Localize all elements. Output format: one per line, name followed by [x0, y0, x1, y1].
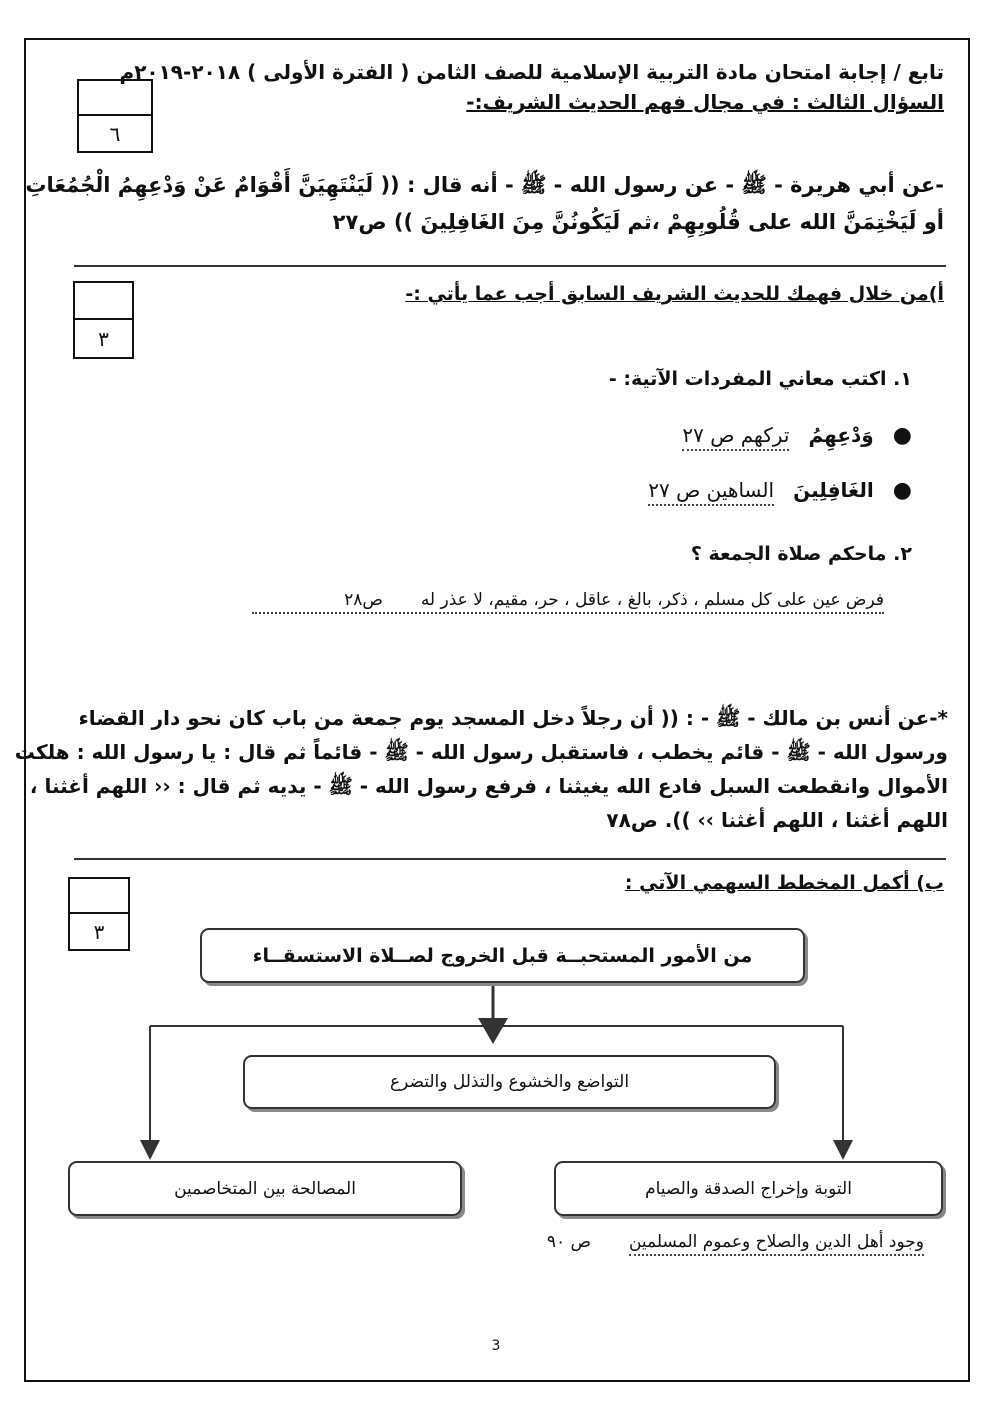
vocab-word: الغَافِلِينَ	[793, 478, 874, 502]
question-2: ٢. ماحكم صلاة الجمعة ؟	[690, 543, 912, 565]
arrow-head-main	[478, 1018, 508, 1044]
vocab-meaning: تركهم ص ٢٧	[682, 423, 789, 451]
extra-answer	[547, 1232, 924, 1252]
hadith-1-line-2: أو لَيَخْتِمَنَّ الله على قُلُوبِهِمْ ،ثم لَيَكُونُنَّ مِنَ الغَافِلِينَ )) ص٢٧	[332, 210, 944, 234]
score-value: ٣	[93, 919, 105, 944]
main-box-text: من الأمور المستحبــة قبل الخروج لصــلاة الاستسقــاء	[252, 944, 753, 967]
hadith-2-line-2: ورسول الله - ﷺ - قائم يخطب ، فاستقبل رسول الله - ﷺ - قائماً ثم قال : يا رسول الله : هلكت	[14, 740, 948, 764]
part-b-title: ب) أكمل المخطط السهمي الآتي :	[624, 872, 944, 894]
extra-answer-page: ص ٩٠	[546, 1232, 592, 1252]
vocab-word: وَدْعِهِمُ	[808, 423, 874, 447]
question-1: ١. اكتب معاني المفردات الآتية: -	[608, 368, 912, 390]
hadith-2-line-4: اللهم أغثنا ، اللهم أغثنا ›› )). ص٧٨	[606, 808, 948, 832]
answer-2-page: ص٢٨	[344, 590, 383, 610]
flowchart-middle-box	[243, 1055, 776, 1109]
answer-2-text: فرض عين على كل مسلم ، ذكر، بالغ ، عاقل ، حر، مقيم، لا عذر له	[420, 590, 884, 610]
middle-box-text: التواضع والخشوع والتذلل والتضرع	[389, 1072, 630, 1092]
score-value: ٦	[109, 121, 121, 146]
extra-answer-text: وجود أهل الدين والصلاح وعموم المسلمين	[629, 1232, 924, 1256]
question-title: السؤال الثالث : في مجال فهم الحديث الشريف:-	[466, 90, 944, 114]
part-a-title: أ)من خلال فهمك للحديث الشريف السابق أجب عما يأتي :-	[405, 283, 944, 305]
vocab-meaning: الساهين ص ٢٧	[648, 478, 774, 506]
flowchart-right-box	[554, 1161, 943, 1216]
page-number: 3	[491, 1338, 501, 1354]
flowchart-main-box	[200, 928, 805, 983]
bullet-icon: ●	[892, 423, 912, 448]
hadith-2-line-3: الأموال وانقطعت السبل فادع الله يغيثنا ، فرفع رسول الله - ﷺ - يديه ثم قال : ‹‹ اللهم أغثنا ،	[29, 774, 948, 798]
hadith-1-line-1: -عن أبي هريرة - ﷺ - عن رسول الله - ﷺ - أنه قال : (( لَيَنْتَهِيَنَّ أَقْوَامٌ عَنْ وَدْعِهِمُ الْجُمُعَاتِ	[25, 173, 944, 197]
score-value: ٣	[98, 326, 109, 351]
left-box-text: المصالحة بين المتخاصمين	[174, 1178, 356, 1199]
hadith-2-line-1: *-عن أنس بن مالك - ﷺ - : (( أن رجلاً دخل المسجد يوم جمعة من باب كان نحو دار القضاء	[78, 706, 948, 730]
bullet-icon: ●	[892, 478, 912, 503]
exam-title: تابع / إجابة امتحان مادة التربية الإسلامية للصف الثامن ( الفترة الأولى ) ٢٠١٨-٢٠١٩م	[119, 60, 944, 84]
right-box-text: التوبة وإخراج الصدقة والصيام	[645, 1178, 852, 1199]
flowchart-left-box	[68, 1161, 462, 1216]
